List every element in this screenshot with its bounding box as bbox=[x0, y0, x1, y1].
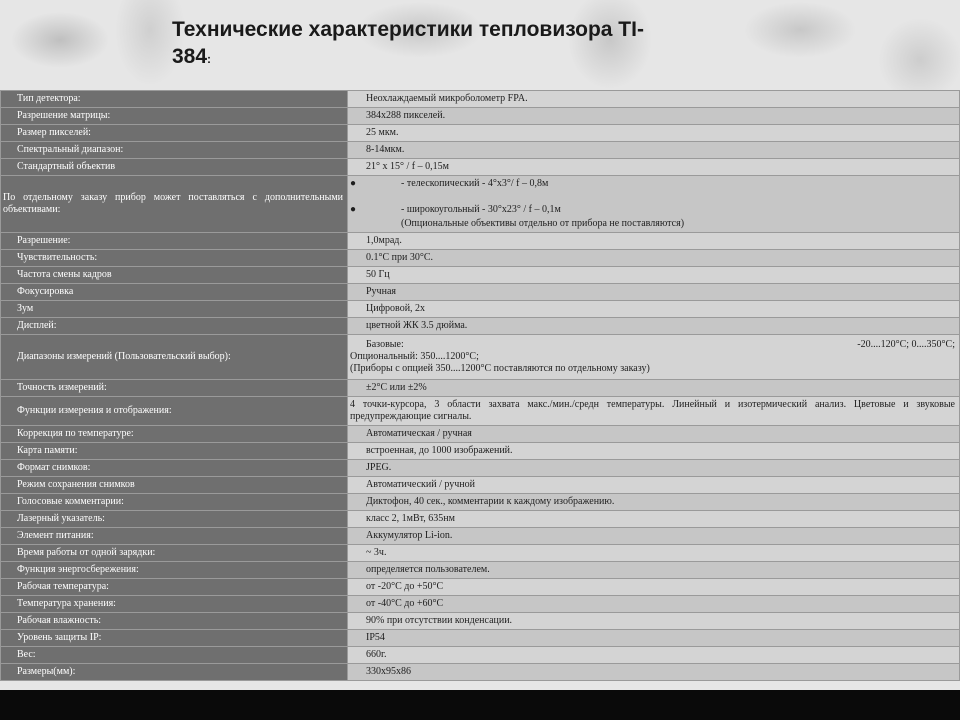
spec-label: Фокусировка bbox=[1, 284, 348, 301]
lens-telephoto-text: - телескопический - 4°x3°/ f – 0,8м bbox=[401, 178, 549, 189]
table-row bbox=[1, 233, 960, 250]
spec-value: Неохлаждаемый микроболометр FPA. bbox=[348, 91, 960, 108]
lens-note: (Опциональные объективы отдельно от прибора не поставляются) bbox=[401, 218, 685, 229]
table-row bbox=[1, 176, 960, 233]
table-row bbox=[1, 579, 960, 596]
lens-bullet-wide bbox=[350, 204, 955, 216]
table-row bbox=[1, 460, 960, 477]
spec-value: встроенная, до 1000 изображений. bbox=[348, 443, 960, 460]
bullet-icon: ● bbox=[350, 204, 357, 215]
spec-label: Тип детектора: bbox=[1, 91, 348, 108]
table-row bbox=[1, 545, 960, 562]
spec-label: Размер пикселей: bbox=[1, 125, 348, 142]
spec-value: JPEG. bbox=[348, 460, 960, 477]
table-row bbox=[1, 318, 960, 335]
spec-label: По отдельному заказу прибор может поставляться с дополнительными объективами: bbox=[1, 176, 348, 233]
table-row bbox=[1, 647, 960, 664]
specifications-table bbox=[0, 90, 960, 681]
spec-value: Автоматическая / ручная bbox=[348, 426, 960, 443]
spec-value: цветной ЖК 3.5 дюйма. bbox=[348, 318, 960, 335]
spec-label: Рабочая температура: bbox=[1, 579, 348, 596]
table-row bbox=[1, 477, 960, 494]
lens-bullet-telephoto bbox=[350, 178, 955, 190]
table-row bbox=[1, 596, 960, 613]
table-row bbox=[1, 562, 960, 579]
spec-value: Ручная bbox=[348, 284, 960, 301]
spec-value: 8-14мкм. bbox=[348, 142, 960, 159]
table-row bbox=[1, 443, 960, 460]
table-row bbox=[1, 613, 960, 630]
spec-value: Аккумулятор Li-ion. bbox=[348, 528, 960, 545]
spec-value: 25 мкм. bbox=[348, 125, 960, 142]
table-row bbox=[1, 301, 960, 318]
spec-value-ranges bbox=[348, 335, 960, 380]
spec-label: Зум bbox=[1, 301, 348, 318]
spec-value: Цифровой, 2x bbox=[348, 301, 960, 318]
spec-value: 21° x 15° / f – 0,15м bbox=[348, 159, 960, 176]
spec-value: ~ 3ч. bbox=[348, 545, 960, 562]
spec-value: от -40°C до +60°C bbox=[348, 596, 960, 613]
spec-value: 660г. bbox=[348, 647, 960, 664]
table-row bbox=[1, 108, 960, 125]
lens-wide-text: - широкоугольный - 30°x23° / f – 0,1м bbox=[401, 204, 561, 215]
table-row bbox=[1, 250, 960, 267]
spec-label: Время работы от одной зарядки: bbox=[1, 545, 348, 562]
spec-value: ±2°C или ±2% bbox=[348, 380, 960, 397]
spec-label: Функция энергосбережения: bbox=[1, 562, 348, 579]
spec-value: класс 2, 1мВт, 635нм bbox=[348, 511, 960, 528]
base-value: -20....120°C; 0....350°C; bbox=[857, 339, 955, 350]
slide-title bbox=[172, 16, 772, 73]
spec-value: 0.1°C при 30°C. bbox=[348, 250, 960, 267]
spec-value: 384x288 пикселей. bbox=[348, 108, 960, 125]
table-row bbox=[1, 142, 960, 159]
bullet-icon: ● bbox=[350, 178, 357, 189]
spec-label: Чувствительность: bbox=[1, 250, 348, 267]
spec-label: Стандартный объектив bbox=[1, 159, 348, 176]
spec-label: Функции измерения и отображения: bbox=[1, 397, 348, 426]
table-row bbox=[1, 426, 960, 443]
table-row bbox=[1, 397, 960, 426]
spec-value: 4 точки-курсора, 3 области захвата макс./мин./средн температуры. Линейный и изотермический анализ. Цветовые и звуковые предупреждающие сигналы. bbox=[348, 397, 960, 426]
spec-label: Диапазоны измерений (Пользовательский выбор): bbox=[1, 335, 348, 380]
table-row bbox=[1, 267, 960, 284]
spec-label: Точность измерений: bbox=[1, 380, 348, 397]
spec-value: 90% при отсутствии конденсации. bbox=[348, 613, 960, 630]
table-row bbox=[1, 159, 960, 176]
spec-label: Коррекция по температуре: bbox=[1, 426, 348, 443]
title-colon: : bbox=[207, 52, 212, 66]
title-line-2: 384 bbox=[172, 45, 208, 68]
spec-label: Спектральный диапазон: bbox=[1, 142, 348, 159]
range-note: (Приборы с опцией 350....1200°C поставляются по отдельному заказу) bbox=[350, 363, 650, 374]
bottom-bar bbox=[0, 690, 960, 720]
spec-value: определяется пользователем. bbox=[348, 562, 960, 579]
spec-label: Рабочая влажность: bbox=[1, 613, 348, 630]
spec-label: Режим сохранения снимков bbox=[1, 477, 348, 494]
spec-label: Дисплей: bbox=[1, 318, 348, 335]
spec-value: Диктофон, 40 сек., комментарии к каждому изображению. bbox=[348, 494, 960, 511]
table-row bbox=[1, 284, 960, 301]
table-row bbox=[1, 335, 960, 380]
spec-label: Голосовые комментарии: bbox=[1, 494, 348, 511]
table-row bbox=[1, 528, 960, 545]
table-row bbox=[1, 380, 960, 397]
spec-label: Размеры(мм): bbox=[1, 664, 348, 681]
spec-label: Карта памяти: bbox=[1, 443, 348, 460]
spec-label: Элемент питания: bbox=[1, 528, 348, 545]
spec-label: Разрешение: bbox=[1, 233, 348, 250]
spec-label: Вес: bbox=[1, 647, 348, 664]
spec-label: Формат снимков: bbox=[1, 460, 348, 477]
table-row bbox=[1, 91, 960, 108]
table-row bbox=[1, 511, 960, 528]
spec-value-lenses bbox=[348, 176, 960, 233]
optional-range: Опциональный: 350....1200°C; bbox=[350, 351, 479, 362]
table-row bbox=[1, 494, 960, 511]
spec-value: IP54 bbox=[348, 630, 960, 647]
table-row bbox=[1, 664, 960, 681]
spec-label: Уровень защиты IP: bbox=[1, 630, 348, 647]
spec-value: 330x95x86 bbox=[348, 664, 960, 681]
spec-label: Лазерный указатель: bbox=[1, 511, 348, 528]
spec-value: от -20°C до +50°C bbox=[348, 579, 960, 596]
spec-label: Частота смены кадров bbox=[1, 267, 348, 284]
table-row bbox=[1, 630, 960, 647]
spec-label: Температура хранения: bbox=[1, 596, 348, 613]
base-label: Базовые: bbox=[366, 339, 404, 350]
title-line-1: Технические характеристики тепловизора TI- bbox=[172, 18, 644, 41]
table-row bbox=[1, 125, 960, 142]
spec-value: 50 Гц bbox=[348, 267, 960, 284]
spec-value: Автоматический / ручной bbox=[348, 477, 960, 494]
spec-value: 1,0мрад. bbox=[348, 233, 960, 250]
spec-label: Разрешение матрицы: bbox=[1, 108, 348, 125]
base-ranges bbox=[350, 339, 955, 351]
